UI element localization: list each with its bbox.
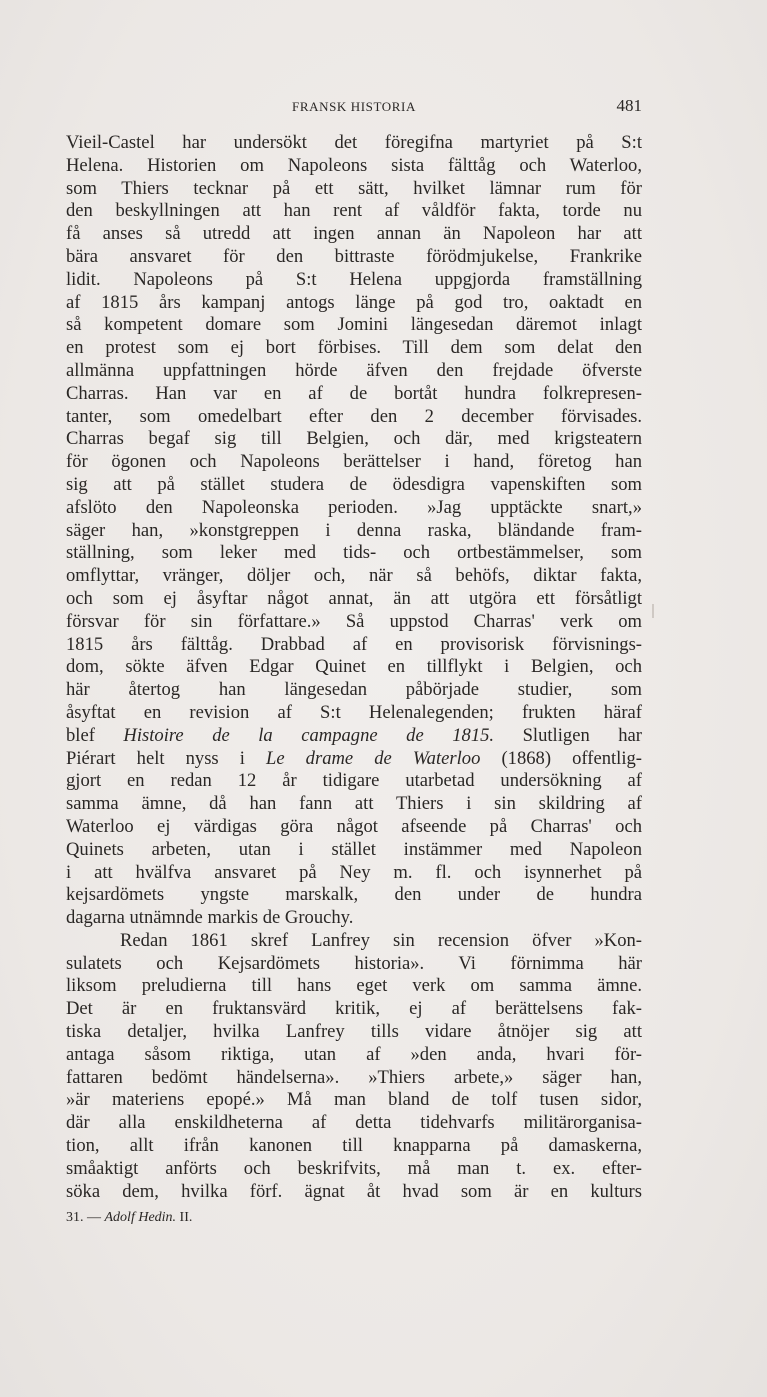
text-line: kejsardömets yngste marskalk, den under de hundra xyxy=(66,884,642,906)
page-number: 481 xyxy=(616,96,642,115)
text-line: omflyttar, vränger, döljer och, när så behöfs, diktar fakta, xyxy=(66,565,642,587)
text-line: afslöto den Napoleonska perioden. »Jag upptäckte snart,» xyxy=(66,496,642,518)
text-line: så kompetent domare som Jomini längesedan däremot inlagt xyxy=(66,314,642,336)
text-line: sulatets och Kejsardömets historia». Vi förnimma här xyxy=(66,952,642,974)
text-line: af 1815 års kampanj antogs länge på god tro, oaktadt en xyxy=(66,291,642,313)
text-line: 1815 års fälttåg. Drabbad af en provisorisk förvisnings- xyxy=(66,633,642,655)
text-line: samma ämne, då han fann att Thiers i sin skildring af xyxy=(66,793,642,815)
book-title: Le drame de Waterloo xyxy=(266,747,481,769)
margin-mark xyxy=(652,604,654,618)
signature-volume: II. xyxy=(176,1210,193,1225)
printer-signature xyxy=(66,1210,192,1226)
text-line: småaktigt anförts och beskrifvits, må man t. ex. efter- xyxy=(66,1157,642,1179)
text-line: tiska detaljer, hvilka Lanfrey tills vidare åtnöjer sig att xyxy=(66,1021,642,1043)
text-line: tion, allt ifrån kanonen till knapparna på damaskerna, xyxy=(66,1135,642,1157)
text-line: en protest som ej bort förbises. Till dem som delat den xyxy=(66,337,642,359)
paragraph-2 xyxy=(66,930,642,1204)
running-title: FRANSK HISTORIA xyxy=(292,99,416,114)
signature-author: Adolf Hedin. xyxy=(104,1210,177,1225)
text-line: för ögonen och Napoleons berättelser i hand, företog han xyxy=(66,451,642,473)
text-line: den beskyllningen att han rent af våldför fakta, torde nu xyxy=(66,200,642,222)
text-line: dom, sökte äfven Edgar Quinet en tillflykt i Belgien, och xyxy=(66,656,642,678)
text-fragment: (1868) offentlig- xyxy=(480,747,643,769)
text-line: säger han, »konstgreppen i denna raska, bländande fram- xyxy=(66,519,642,541)
text-line: Waterloo ej värdigas göra något afseende på Charras' och xyxy=(66,815,642,837)
text-line: bära ansvaret för den bittraste förödmjukelse, Frankrike xyxy=(66,245,642,267)
text-line xyxy=(66,725,642,748)
signature-number: 31. — xyxy=(66,1210,105,1225)
text-line xyxy=(66,748,642,771)
text-line: här återtog han längesedan påbörjade studier, som xyxy=(66,679,642,701)
text-line: lidit. Napoleons på S:t Helena uppgjorda framställning xyxy=(66,268,642,290)
text-line: söka dem, hvilka förf. ägnat åt hvad som är en kulturs xyxy=(66,1180,642,1202)
text-line: »är materiens epopé.» Må man bland de tolf tusen sidor, xyxy=(66,1089,642,1111)
paragraph-1 xyxy=(66,132,642,930)
text-line: ställning, som leker med tids- och ortbestämmelser, som xyxy=(66,542,642,564)
text-line: och som ej åsyftar något annat, än att utgöra ett försåtligt xyxy=(66,587,642,609)
text-line: fattaren bedömt händelserna». »Thiers arbete,» säger han, xyxy=(66,1066,642,1088)
text-line: Helena. Historien om Napoleons sista fälttåg och Waterloo, xyxy=(66,154,642,176)
text-fragment: blef xyxy=(66,724,124,746)
text-line: åsyftat en revision af S:t Helenalegenden; frukten häraf xyxy=(66,701,642,723)
text-line: Det är en fruktansvärd kritik, ej af berättelsens fak- xyxy=(66,998,642,1020)
text-line: Vieil-Castel har undersökt det föregifna martyriet på S:t xyxy=(66,132,642,153)
text-line: som Thiers tecknar på ett sätt, hvilket lämnar rum för xyxy=(66,177,642,199)
text-line: antaga såsom riktiga, utan af »den anda, hvari för- xyxy=(66,1043,642,1065)
text-line: tanter, som omedelbart efter den 2 december förvisades. xyxy=(66,405,642,427)
text-line: i att hvälfva ansvaret på Ney m. fl. och isynnerhet på xyxy=(66,861,642,883)
text-fragment: Slutligen har xyxy=(494,724,642,746)
text-line: sig att på stället studera de ödesdigra vapenskiften som xyxy=(66,473,642,495)
book-title: Histoire de la campagne de 1815. xyxy=(123,724,495,746)
body-text xyxy=(66,132,642,1203)
page-header xyxy=(66,96,642,120)
text-line: liksom preludierna till hans eget verk om samma ämne. xyxy=(66,975,642,997)
text-line: Redan 1861 skref Lanfrey sin recension öfver »Kon- xyxy=(120,929,642,951)
text-line: Quinets arbeten, utan i stället instämmer med Napoleon xyxy=(66,838,642,860)
text-line: Charras begaf sig till Belgien, och där, med krigsteatern xyxy=(66,428,642,450)
text-line: få anses så utredd att ingen annan än Napoleon har att xyxy=(66,223,642,245)
text-line: försvar för sin författare.» Så uppstod Charras' verk om xyxy=(66,610,642,632)
text-fragment: Piérart helt nyss i xyxy=(66,747,266,769)
text-line: Charras. Han var en af de bortåt hundra folkrepresen- xyxy=(66,382,642,404)
text-line: gjort en redan 12 år tidigare utarbetad undersökning af xyxy=(66,770,642,792)
text-line: där alla enskildheterna af detta tidehvarfs militärorganisa- xyxy=(66,1112,642,1134)
text-line: dagarna utnämnde markis de Grouchy. xyxy=(66,907,354,929)
text-line: allmänna uppfattningen hörde äfven den frejdade öfverste xyxy=(66,359,642,381)
